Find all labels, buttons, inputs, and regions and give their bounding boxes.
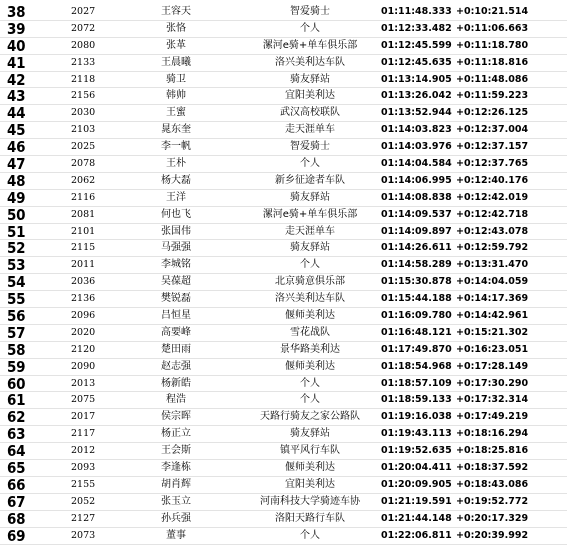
time-gap-cell: +0:11:59.223 [456,90,529,102]
team-name-cell: 走天涯单车 [285,124,335,136]
rank-cell: 52 [7,239,26,258]
time-gap-cell: +0:11:48.086 [456,73,529,85]
bib-number-cell: 2115 [71,242,96,254]
team-name-cell: 北京骑意俱乐部 [275,276,345,288]
table-row [0,190,567,207]
rank-cell: 66 [7,475,26,494]
finish-time-cell: 01:20:04.411 [381,462,452,474]
rank-cell: 51 [7,222,26,241]
time-gap-cell: +0:18:16.294 [456,428,529,440]
bib-number-cell: 2081 [71,208,96,220]
table-row [0,122,567,139]
rank-cell: 47 [7,155,26,174]
table-row [0,38,567,55]
rank-cell: 60 [7,374,26,393]
finish-time-cell: 01:22:06.811 [381,529,452,541]
table-row [0,240,567,257]
results-table [0,4,567,545]
finish-time-cell: 01:14:03.976 [381,141,452,153]
table-row [0,105,567,122]
bib-number-cell: 2025 [71,141,96,153]
team-name-cell: 雪花战队 [290,326,330,338]
finish-time-cell: 01:14:08.838 [381,191,452,203]
rider-name-cell: 王洋 [166,191,186,203]
finish-time-cell: 01:16:09.780 [381,310,452,322]
bib-number-cell: 2155 [71,478,96,490]
time-gap-cell: +0:12:37.157 [456,141,529,153]
team-name-cell: 骑友驿站 [290,428,330,440]
bib-number-cell: 2136 [71,293,96,305]
team-name-cell: 个人 [300,529,320,541]
bib-number-cell: 2133 [71,56,96,68]
team-name-cell: 宜阳美利达 [285,90,335,102]
rider-name-cell: 楚田雨 [161,343,191,355]
time-gap-cell: +0:12:26.125 [456,107,529,119]
rank-cell: 44 [7,104,26,123]
rider-name-cell: 高要峰 [161,326,191,338]
table-row [0,173,567,190]
bib-number-cell: 2075 [71,394,96,406]
team-name-cell: 偃师美利达 [285,360,335,372]
finish-time-cell: 01:12:45.599 [381,39,452,51]
rank-cell: 59 [7,357,26,376]
time-gap-cell: +0:13:31.470 [456,259,529,271]
rank-cell: 67 [7,492,26,511]
bib-number-cell: 2027 [71,6,96,17]
bib-number-cell: 2103 [71,124,96,136]
bib-number-cell: 2030 [71,107,96,119]
table-row [0,376,567,393]
time-gap-cell: +0:14:17.369 [456,293,529,305]
team-name-cell: 个人 [300,259,320,271]
table-row [0,224,567,241]
finish-time-cell: 01:17:49.870 [381,343,452,355]
finish-time-cell: 01:21:19.591 [381,495,452,507]
team-name-cell: 智爱骑士 [290,141,330,153]
rank-cell: 48 [7,171,26,190]
team-name-cell: 河南科技大学骑迹车协 [260,495,360,507]
bib-number-cell: 2062 [71,174,96,186]
rider-name-cell: 李逢栋 [161,462,191,474]
time-gap-cell: +0:17:32.314 [456,394,529,406]
table-row [0,477,567,494]
rank-cell: 39 [7,19,26,38]
time-gap-cell: +0:11:18.780 [456,39,529,51]
rank-cell: 38 [7,3,26,21]
team-name-cell: 洛兴美利达车队 [275,293,345,305]
rank-cell: 65 [7,459,26,478]
time-gap-cell: +0:17:30.290 [456,377,529,389]
team-name-cell: 偃师美利达 [285,462,335,474]
time-gap-cell: +0:14:42.961 [456,310,529,322]
rider-name-cell: 韩帅 [166,90,186,102]
rank-cell: 62 [7,408,26,427]
time-gap-cell: +0:12:37.004 [456,124,529,136]
finish-time-cell: 01:18:57.109 [381,377,452,389]
finish-time-cell: 01:19:16.038 [381,411,452,423]
team-name-cell: 武汉高校联队 [280,107,340,119]
rider-name-cell: 杨正立 [161,428,191,440]
team-name-cell: 宜阳美利达 [285,478,335,490]
rank-cell: 50 [7,205,26,224]
rank-cell: 58 [7,340,26,359]
time-gap-cell: +0:12:40.176 [456,174,529,186]
team-name-cell: 骑友驿站 [290,242,330,254]
finish-time-cell: 01:11:48.333 [381,6,452,17]
team-name-cell: 洛兴美利达车队 [275,56,345,68]
time-gap-cell: +0:19:52.772 [456,495,529,507]
rider-name-cell: 张国伟 [161,225,191,237]
bib-number-cell: 2073 [71,529,96,541]
time-gap-cell: +0:17:49.219 [456,411,529,423]
finish-time-cell: 01:14:26.611 [381,242,452,254]
time-gap-cell: +0:15:21.302 [456,326,529,338]
rider-name-cell: 王会斯 [161,445,191,457]
rank-cell: 68 [7,509,26,528]
time-gap-cell: +0:18:43.086 [456,478,529,490]
finish-time-cell: 01:12:33.482 [381,22,452,34]
table-row [0,392,567,409]
rider-name-cell: 董事 [166,529,186,541]
team-name-cell: 骑友驿站 [290,73,330,85]
rank-cell: 57 [7,323,26,342]
bib-number-cell: 2052 [71,495,96,507]
finish-time-cell: 01:14:09.897 [381,225,452,237]
table-row [0,359,567,376]
rider-name-cell: 吕恒星 [161,310,191,322]
finish-time-cell: 01:13:52.944 [381,107,452,119]
rank-cell: 40 [7,36,26,55]
finish-time-cell: 01:19:43.113 [381,428,452,440]
rider-name-cell: 樊锐磊 [161,293,191,305]
rider-name-cell: 杨大磊 [161,174,191,186]
team-name-cell: 个人 [300,394,320,406]
rank-cell: 49 [7,188,26,207]
team-name-cell: 个人 [300,22,320,34]
rank-cell: 45 [7,121,26,140]
time-gap-cell: +0:12:43.078 [456,225,529,237]
bib-number-cell: 2156 [71,90,96,102]
rider-name-cell: 马强强 [161,242,191,254]
table-row [0,4,567,21]
rider-name-cell: 王晨曦 [161,56,191,68]
rider-name-cell: 胡肖辉 [161,478,191,490]
rank-cell: 55 [7,290,26,309]
finish-time-cell: 01:15:44.188 [381,293,452,305]
rider-name-cell: 李城铭 [161,259,191,271]
time-gap-cell: +0:12:42.718 [456,208,529,220]
table-row [0,528,567,545]
bib-number-cell: 2036 [71,276,96,288]
rider-name-cell: 晁东奎 [161,124,191,136]
time-gap-cell: +0:12:59.792 [456,242,529,254]
table-row [0,21,567,38]
bib-number-cell: 2117 [71,428,96,440]
finish-time-cell: 01:18:54.968 [381,360,452,372]
team-name-cell: 走天涯单车 [285,225,335,237]
finish-time-cell: 01:20:09.905 [381,478,452,490]
bib-number-cell: 2118 [71,73,96,85]
rider-name-cell: 侯宗晖 [161,411,191,423]
time-gap-cell: +0:12:37.765 [456,158,529,170]
time-gap-cell: +0:20:17.329 [456,512,529,524]
team-name-cell: 智爱骑士 [290,6,330,17]
bib-number-cell: 2013 [71,377,96,389]
team-name-cell: 洛阳天路行车队 [275,512,345,524]
table-row [0,494,567,511]
team-name-cell: 个人 [300,158,320,170]
bib-number-cell: 2096 [71,310,96,322]
rank-cell: 53 [7,256,26,275]
team-name-cell: 漯河e骑+单车俱乐部 [262,208,358,220]
finish-time-cell: 01:12:45.635 [381,56,452,68]
time-gap-cell: +0:14:04.059 [456,276,529,288]
bib-number-cell: 2012 [71,445,96,457]
bib-number-cell: 2101 [71,225,96,237]
team-name-cell: 偃师美利达 [285,310,335,322]
table-row [0,139,567,156]
table-row [0,325,567,342]
rider-name-cell: 杨新皓 [161,377,191,389]
table-row [0,426,567,443]
bib-number-cell: 2090 [71,360,96,372]
bib-number-cell: 2093 [71,462,96,474]
table-row [0,342,567,359]
table-row [0,207,567,224]
rider-name-cell: 王容天 [161,6,191,17]
team-name-cell: 镇平风行车队 [280,445,340,457]
time-gap-cell: +0:17:28.149 [456,360,529,372]
table-row [0,511,567,528]
rank-cell: 69 [7,526,26,545]
rider-name-cell: 何也飞 [161,208,191,220]
finish-time-cell: 01:21:44.148 [381,512,452,524]
bib-number-cell: 2078 [71,158,96,170]
bib-number-cell: 2080 [71,39,96,51]
rider-name-cell: 程浩 [166,394,186,406]
rider-name-cell: 张玉立 [161,495,191,507]
rank-cell: 56 [7,307,26,326]
bib-number-cell: 2127 [71,512,96,524]
table-row [0,72,567,89]
rider-name-cell: 孙兵强 [161,512,191,524]
finish-time-cell: 01:15:30.878 [381,276,452,288]
table-row [0,274,567,291]
rank-cell: 42 [7,70,26,89]
rider-name-cell: 王朴 [166,158,186,170]
team-name-cell: 骑友驿站 [290,191,330,203]
finish-time-cell: 01:19:52.635 [381,445,452,457]
bib-number-cell: 2017 [71,411,96,423]
table-row [0,291,567,308]
finish-time-cell: 01:14:09.537 [381,208,452,220]
table-row [0,156,567,173]
time-gap-cell: +0:18:25.816 [456,445,529,457]
finish-time-cell: 01:14:58.289 [381,259,452,271]
rider-name-cell: 吴葆超 [161,276,191,288]
time-gap-cell: +0:11:18.816 [456,56,529,68]
finish-time-cell: 01:16:48.121 [381,326,452,338]
team-name-cell: 天路行骑友之家公路队 [260,411,360,423]
rank-cell: 46 [7,138,26,157]
rider-name-cell: 张革 [166,39,186,51]
rank-cell: 61 [7,391,26,410]
bib-number-cell: 2116 [71,191,96,203]
finish-time-cell: 01:13:26.042 [381,90,452,102]
table-row [0,409,567,426]
rider-name-cell: 张恪 [166,22,186,34]
finish-time-cell: 01:18:59.133 [381,394,452,406]
time-gap-cell: +0:20:39.992 [456,529,529,541]
rank-cell: 64 [7,442,26,461]
rider-name-cell: 赵志强 [161,360,191,372]
team-name-cell: 新乡征途者车队 [275,174,345,186]
table-row [0,257,567,274]
finish-time-cell: 01:14:06.995 [381,174,452,186]
rider-name-cell: 王蜜 [166,107,186,119]
time-gap-cell: +0:12:42.019 [456,191,529,203]
time-gap-cell: +0:18:37.592 [456,462,529,474]
rank-cell: 54 [7,273,26,292]
table-row [0,443,567,460]
table-row [0,55,567,72]
table-row [0,308,567,325]
bib-number-cell: 2120 [71,343,96,355]
table-row [0,460,567,477]
team-name-cell: 漯河e骑+单车俱乐部 [262,39,358,51]
team-name-cell: 个人 [300,377,320,389]
rank-cell: 43 [7,87,26,106]
bib-number-cell: 2020 [71,326,96,338]
rider-name-cell: 李一帆 [161,141,191,153]
time-gap-cell: +0:16:23.051 [456,343,529,355]
table-row [0,88,567,105]
rider-name-cell: 骑卫 [166,73,186,85]
rank-cell: 63 [7,425,26,444]
bib-number-cell: 2072 [71,22,96,34]
finish-time-cell: 01:13:14.905 [381,73,452,85]
bib-number-cell: 2011 [71,259,96,271]
time-gap-cell: +0:10:21.514 [456,6,529,17]
finish-time-cell: 01:14:03.823 [381,124,452,136]
rank-cell: 41 [7,53,26,72]
time-gap-cell: +0:11:06.663 [456,22,529,34]
team-name-cell: 景华路美利达 [280,343,340,355]
finish-time-cell: 01:14:04.584 [381,158,452,170]
